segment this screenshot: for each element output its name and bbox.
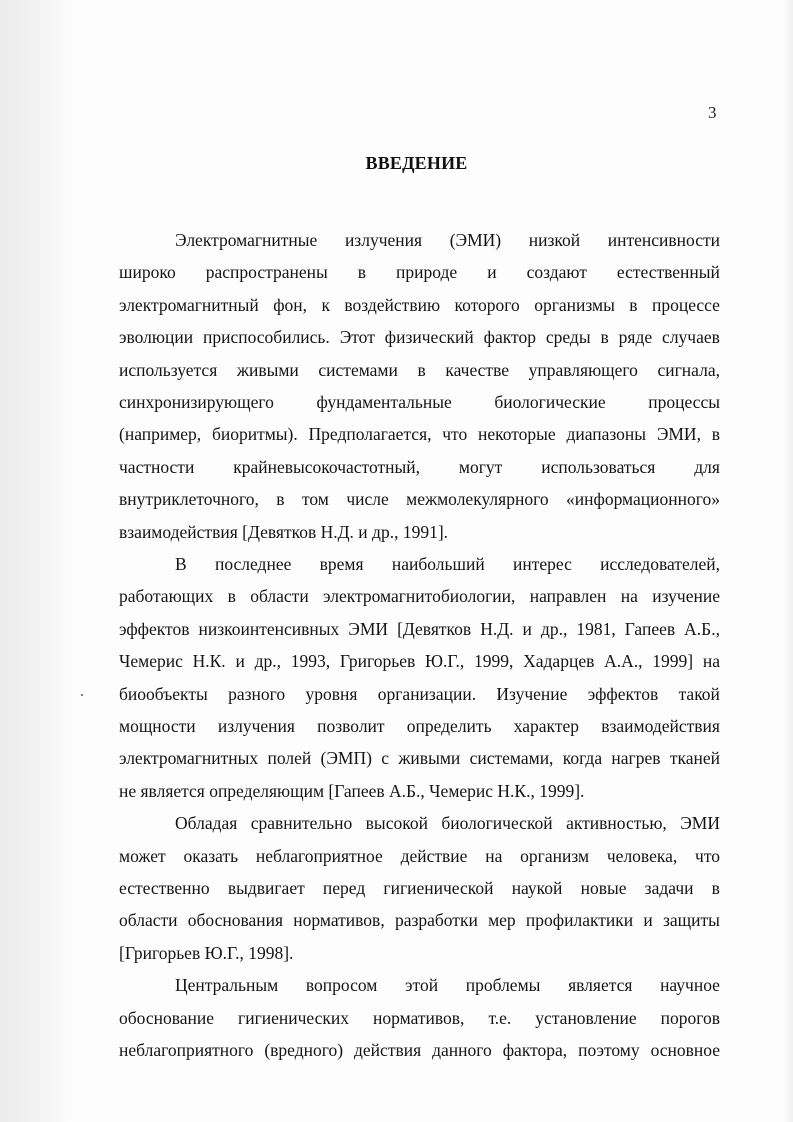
text-line: используется живыми системами в качестве управляющего сигнала, [119,360,720,380]
text-line: Центральным вопросом этой проблемы является научное [175,975,720,995]
text-line: мощности излучения позволит определить характер взаимодействия [119,716,720,736]
text-line: может оказать неблагоприятное действие на организм человека, что [119,846,720,866]
text-line: обоснование гигиенических нормативов, т.е. установление порогов [119,1008,720,1028]
text-line: В последнее время наибольший интерес исследователей, [175,554,720,574]
text-line: частности крайневысокочастотный, могут использоваться для [119,457,720,477]
text-line: области обоснования нормативов, разработки мер профилактики и защиты [119,910,720,930]
text-line: внутриклеточного, в том числе межмолекулярного «информационного» [119,489,720,509]
text-line: неблагоприятного (вредного) действия данного фактора, поэтому основное [119,1040,720,1060]
scan-speck [81,694,83,696]
text-line: не является определяющим [Гапеев А.Б., Чемерис Н.К., 1999]. [119,781,585,801]
page-number: 3 [708,103,717,122]
page-title: ВВЕДЕНИЕ [365,153,468,173]
text-line: электромагнитных полей (ЭМП) с живыми системами, когда нагрев тканей [119,748,720,768]
text-line: Обладая сравнительно высокой биологической активностью, ЭМИ [175,813,720,833]
text-line: (например, биоритмы). Предполагается, что некоторые диапазоны ЭМИ, в [119,424,720,444]
text-line: широко распространены в природе и создают естественный [119,262,720,282]
text-line: взаимодействия [Девятков Н.Д. и др., 1991]. [119,522,449,542]
text-line: естественно выдвигает перед гигиенической наукой новые задачи в [119,878,720,898]
text-line: работающих в области электромагнитобиологии, направлен на изучение [119,586,720,606]
text-line: эволюции приспособились. Этот физический фактор среды в ряде случаев [119,327,720,347]
text-line: Чемерис Н.К. и др., 1993, Григорьев Ю.Г., 1999, Хадарцев А.А., 1999] на [119,651,720,671]
text-line: синхронизирующего фундаментальные биологические процессы [119,392,720,412]
text-line: электромагнитный фон, к воздействию которого организмы в процессе [119,295,720,315]
text-line: Электромагнитные излучения (ЭМИ) низкой интенсивности [175,230,720,250]
text-line: [Григорьев Ю.Г., 1998]. [119,943,294,963]
text-line: эффектов низкоинтенсивных ЭМИ [Девятков Н.Д. и др., 1981, Гапеев А.Б., [119,619,720,639]
text-line: биообъекты разного уровня организации. Изучение эффектов такой [119,684,720,704]
